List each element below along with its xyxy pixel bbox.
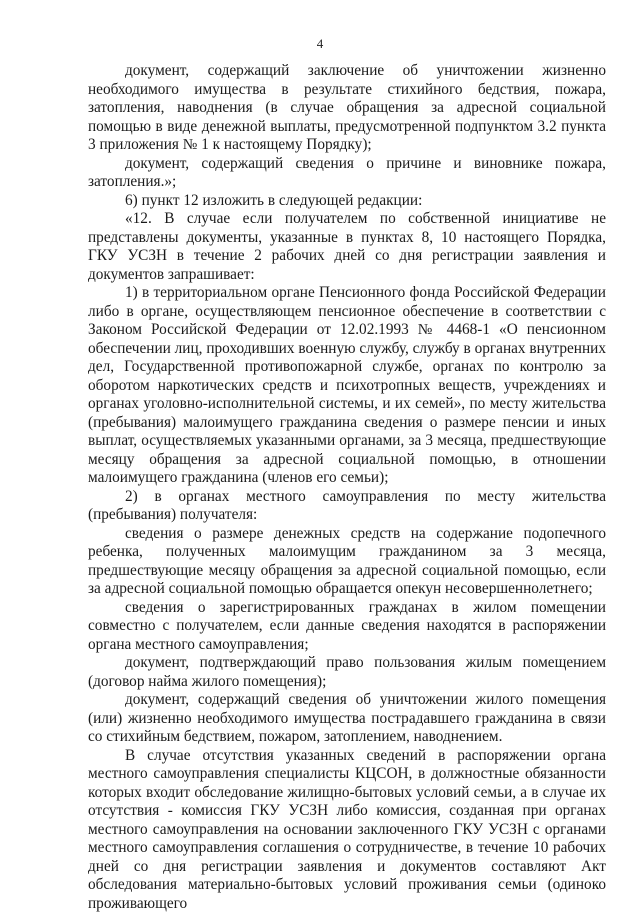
page-number: 4 xyxy=(0,36,640,52)
paragraph: В случае отсутствия указанных сведений в распоряжении органа местного самоуправления специалисты КЦСОН, в должностные обязанности которых входит обследование жилищно-бытовых условий семьи, а в случае их отсутствия - комиссия ГКУ УСЗН либо комиссия, созданная при органах местного самоуправления на основании заключенного ГКУ УСЗН с органами местного самоуправления соглашения о сотрудничестве, в течение 10 рабочих дней со дня регистрации заявления и документов составляют Акт обследования материально-бытовых условий проживания семьи (одиноко проживающего xyxy=(88,747,606,913)
paragraph: «12. В случае если получателем по собственной инициативе не представлены документы, указанные в пунктах 8, 10 настоящего Порядка, ГКУ УСЗН в течение 2 рабочих дней со дня регистрации заявления и документов запрашивает: xyxy=(88,210,606,284)
paragraph: документ, содержащий сведения о причине и виновнике пожара, затопления.»; xyxy=(88,155,606,192)
paragraph: документ, подтверждающий право пользования жилым помещением (договор найма жилого помещения); xyxy=(88,654,606,691)
paragraph: 6) пункт 12 изложить в следующей редакции: xyxy=(88,192,606,211)
paragraph: сведения о размере денежных средств на содержание подопечного ребенка, полученных малоимущим гражданином за 3 месяца, предшествующие месяцу обращения за адресной социальной помощью, если за адресной социальной помощью обращается опекун несовершеннолетнего; xyxy=(88,525,606,599)
paragraph: 2) в органах местного самоуправления по месту жительства (пребывания) получателя: xyxy=(88,488,606,525)
paragraph: 1) в территориальном органе Пенсионного фонда Российской Федерации либо в органе, осуществляющем пенсионное обеспечение в соответствии с Законом Российской Федерации от 12.02.1993 № 4468-1 «О пенсионном обеспечении лиц, проходивших военную службу, службу в органах внутренних дел, Государственной противопожарной службе, органах по контролю за оборотом наркотических средств и психотропных веществ, учреждениях и органах уголовно-исполнительной системы, и их семей», по месту жительства (пребывания) малоимущего гражданина сведения о размере пенсии и иных выплат, осуществляемых указанными органами, за 3 месяца, предшествующие месяцу обращения за адресной социальной помощью, в отношении малоимущего гражданина (членов его семьи); xyxy=(88,284,606,488)
paragraph: сведения о зарегистрированных гражданах в жилом помещении совместно с получателем, если данные сведения находятся в распоряжении органа местного самоуправления; xyxy=(88,599,606,655)
document-body xyxy=(88,62,606,913)
paragraph: документ, содержащий заключение об уничтожении жизненно необходимого имущества в результате стихийного бедствия, пожара, затопления, наводнения (в случае обращения за адресной социальной помощью в виде денежной выплаты, предусмотренной подпунктом 3.2 пункта 3 приложения № 1 к настоящему Порядку); xyxy=(88,62,606,155)
paragraph: документ, содержащий сведения об уничтожении жилого помещения (или) жизненно необходимого имущества пострадавшего гражданина в связи со стихийным бедствием, пожаром, затоплением, наводнением. xyxy=(88,691,606,747)
